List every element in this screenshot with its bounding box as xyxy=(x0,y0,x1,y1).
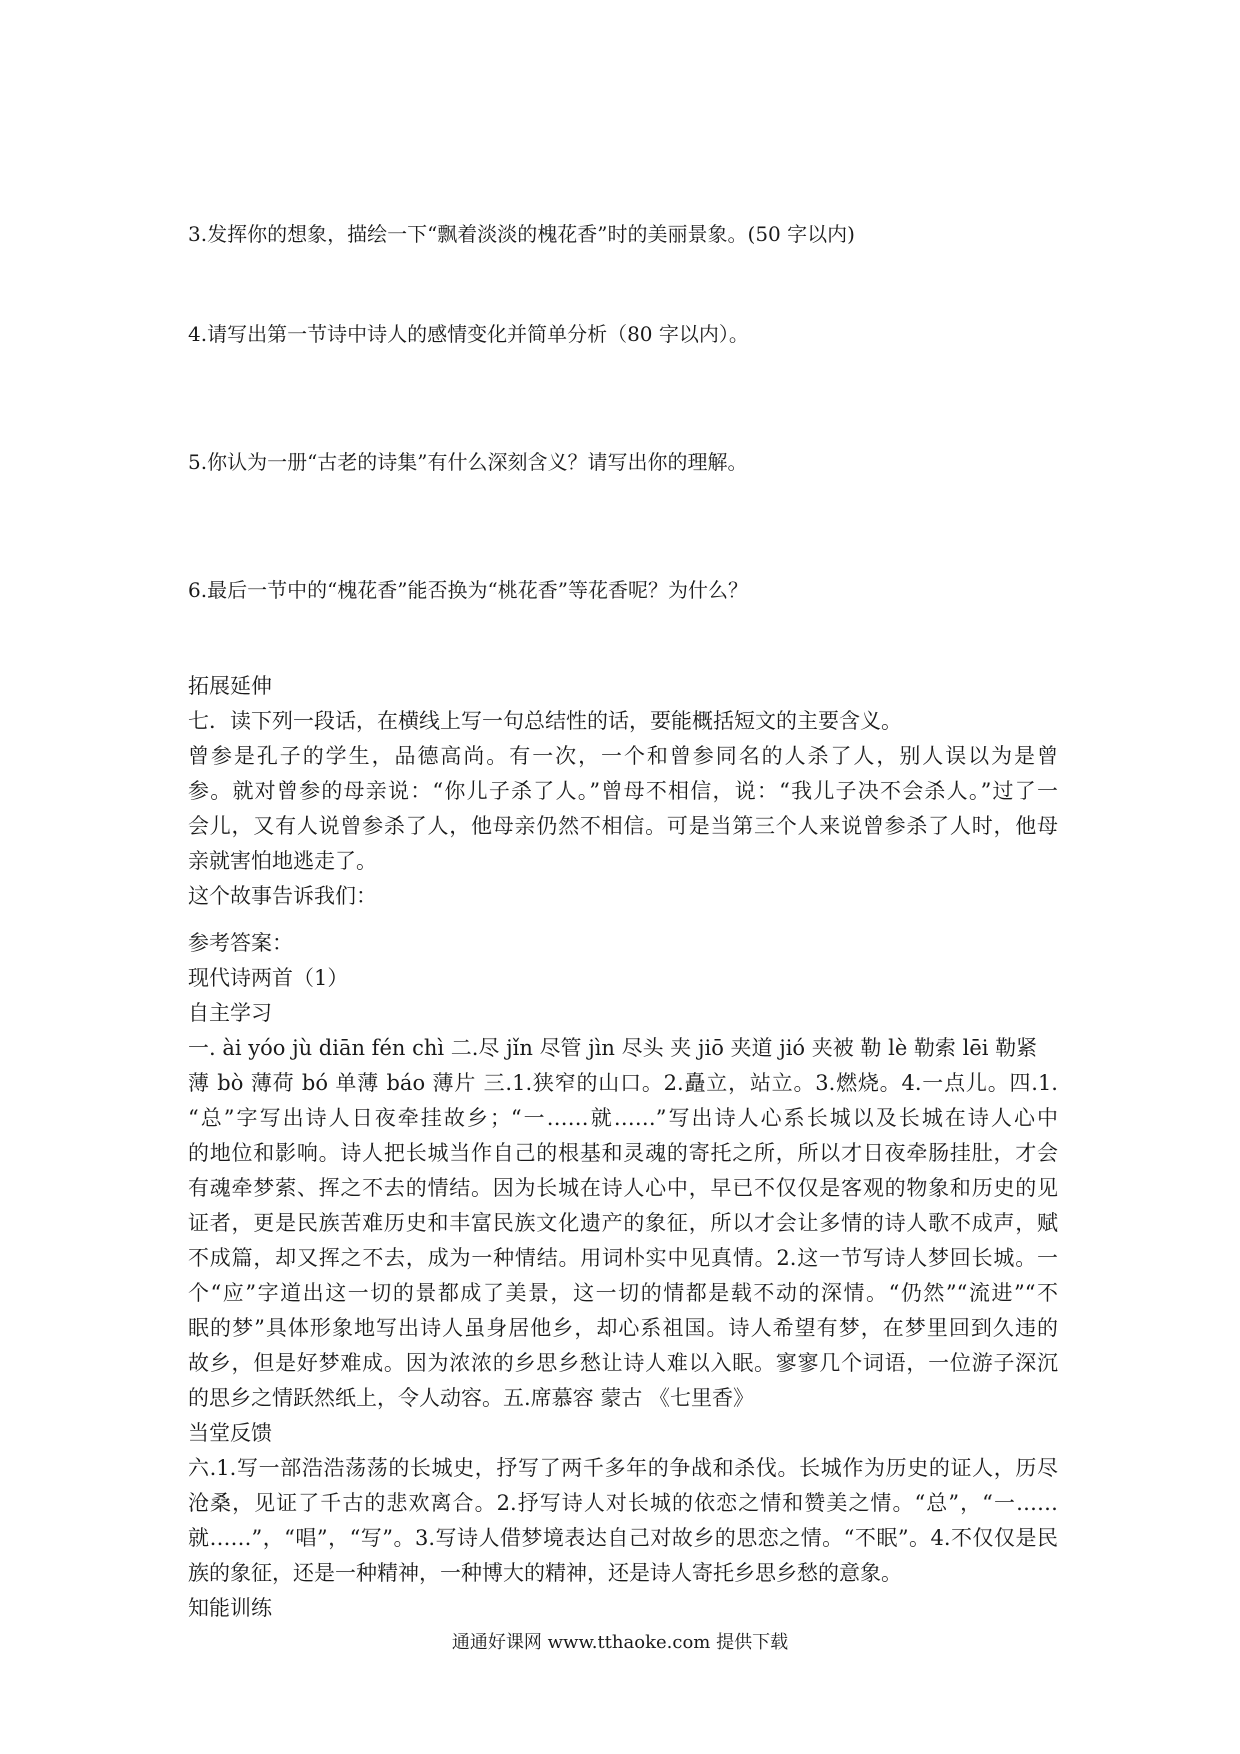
question-6: 6.最后一节中的“槐花香”能否换为“桃花香”等花香呢？为什么？ xyxy=(188,578,748,602)
answer-line: “总”字写出诗人日夜牵挂故乡；“一……就……”写出诗人心系长城以及长城在诗人心中 xyxy=(188,1106,1058,1130)
answers-section xyxy=(188,926,1058,1626)
answers-heading: 参考答案： xyxy=(188,931,293,955)
answer-line: 沧桑，见证了千古的悲欢离合。2.抒写诗人对长城的依恋之情和赞美之情。“总”，“一…… xyxy=(188,1491,1058,1515)
answer-line: 就……”，“唱”，“写”。3.写诗人借梦境表达自己对故乡的思恋之情。“不眠”。4.不仅仅是民 xyxy=(188,1526,1058,1550)
answer-line: 的思乡之情跃然纸上，令人动容。五.席慕容 蒙古 《七里香》 xyxy=(188,1386,755,1410)
training-heading: 知能训练 xyxy=(188,1596,272,1620)
passage-line: 亲就害怕地逃走了。 xyxy=(188,849,377,873)
answer-line: 薄 bò 薄荷 bó 单薄 báo 薄片 三.1.狭窄的山口。2.矗立，站立。3.燃烧。4.一点儿。四.1. xyxy=(188,1071,1058,1095)
passage-line: 参。就对曾参的母亲说：“你儿子杀了人。”曾母不相信，说：“我儿子决不会杀人。”过了一 xyxy=(188,779,1058,803)
extension-task: 七．读下列一段话，在横线上写一句总结性的话，要能概括短文的主要含义。 xyxy=(188,709,902,733)
feedback-heading: 当堂反馈 xyxy=(188,1421,272,1445)
extension-heading: 拓展延伸 xyxy=(188,674,272,698)
answer-line: 故乡，但是好梦难成。因为浓浓的乡思乡愁让诗人难以入眠。寥寥几个词语，一位游子深沉 xyxy=(188,1351,1058,1375)
question-3: 3.发挥你的想象，描绘一下“飘着淡淡的槐花香”时的美丽景象。(50 字以内) xyxy=(188,222,855,246)
passage-line: 会儿，又有人说曾参杀了人，他母亲仍然不相信。可是当第三个人来说曾参杀了人时，他母 xyxy=(188,814,1058,838)
passage-line: 曾参是孔子的学生，品德高尚。有一次，一个和曾参同名的人杀了人，别人误以为是曾 xyxy=(188,744,1058,768)
question-4: 4.请写出第一节诗中诗人的感情变化并简单分析（80 字以内）。 xyxy=(188,322,749,346)
extension-section xyxy=(188,669,1058,914)
self-study-heading: 自主学习 xyxy=(188,1001,272,1025)
answer-line: 个“应”字道出这一切的景都成了美景，这一切的情都是载不动的深情。“仍然”“流进”“不 xyxy=(188,1281,1058,1305)
answer-line: 六.1.写一部浩浩荡荡的长城史，抒写了两千多年的争战和杀伐。长城作为历史的证人，历尽 xyxy=(188,1456,1058,1480)
answer-line: 证者，更是民族苦难历史和丰富民族文化遗产的象征，所以才会让多情的诗人歌不成声，赋 xyxy=(188,1211,1058,1235)
answer-line: 眠的梦”具体形象地写出诗人虽身居他乡，却心系祖国。诗人希望有梦，在梦里回到久违的 xyxy=(188,1316,1058,1340)
answer-line: 有魂牵梦萦、挥之不去的情结。因为长城在诗人心中，早已不仅仅是客观的物象和历史的见 xyxy=(188,1176,1058,1200)
lesson-title: 现代诗两首（1） xyxy=(188,966,349,990)
answer-line: 一. ài yóo jù diān fén chì 二.尽 jǐn 尽管 jìn 尽头 夹 jiō 夹道 jió 夹被 勒 lè 勒索 lēi 勒紧 xyxy=(188,1036,1038,1060)
answer-line: 族的象征，还是一种精神，一种博大的精神，还是诗人寄托乡思乡愁的意象。 xyxy=(188,1561,902,1585)
question-5: 5.你认为一册“古老的诗集”有什么深刻含义？请写出你的理解。 xyxy=(188,450,748,474)
download-footer: 通通好课网 www.tthaoke.com 提供下载 xyxy=(451,1632,789,1653)
answer-line: 不成篇，却又挥之不去，成为一种情结。用词朴实中见真情。2.这一节写诗人梦回长城。一 xyxy=(188,1246,1058,1270)
story-conclusion-prompt: 这个故事告诉我们： xyxy=(188,884,377,908)
answer-line: 的地位和影响。诗人把长城当作自己的根基和灵魂的寄托之所，所以才日夜牵肠挂肚，才会 xyxy=(188,1141,1058,1165)
